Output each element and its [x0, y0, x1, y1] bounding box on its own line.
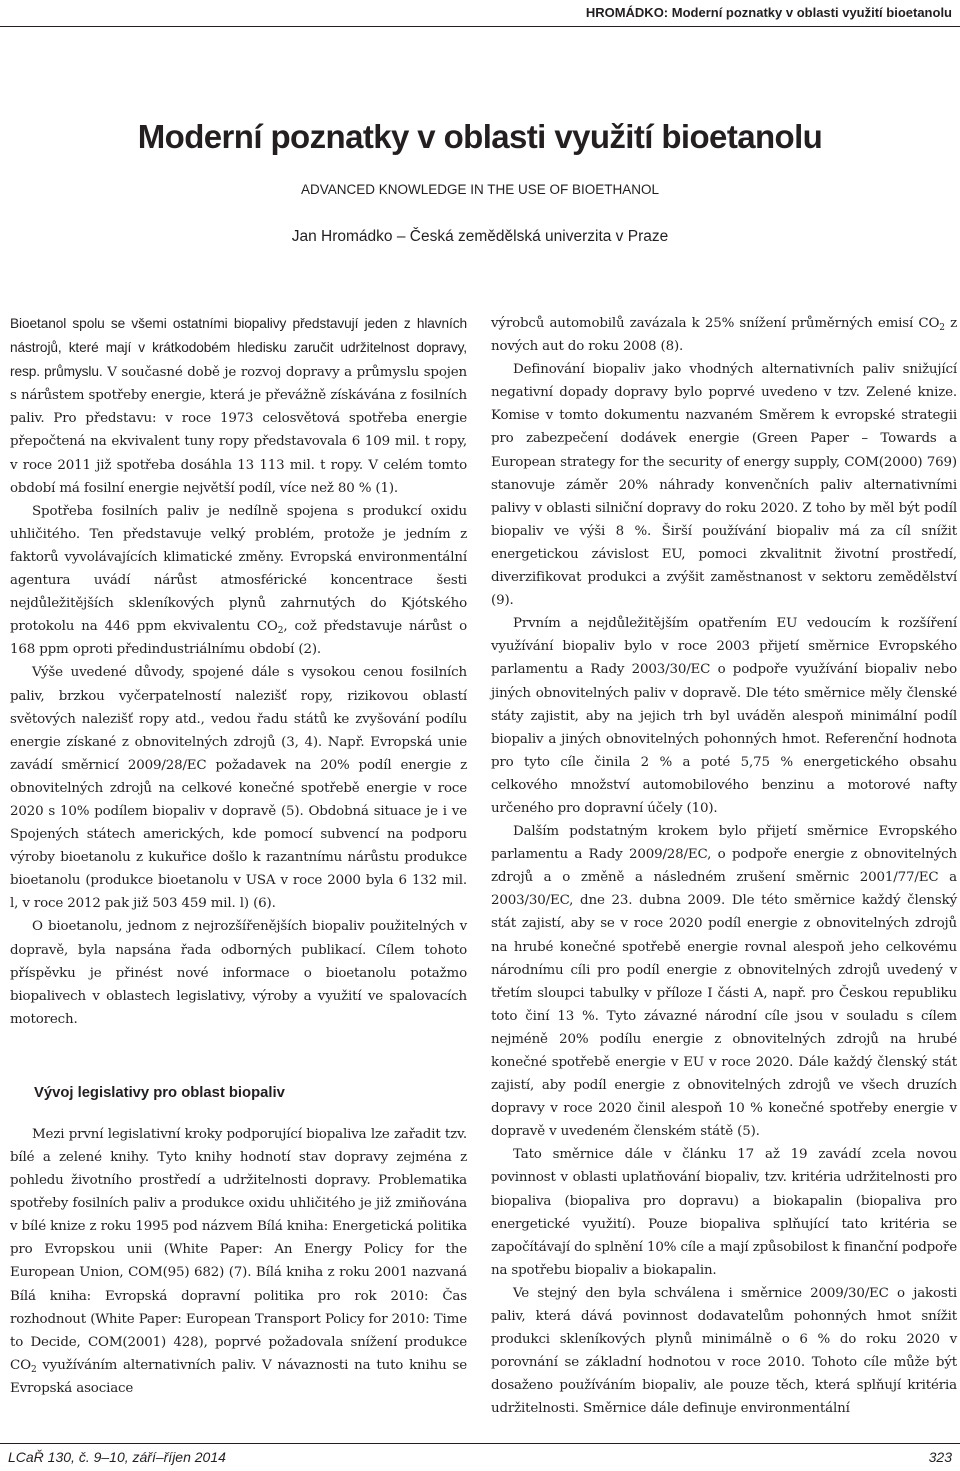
- section-heading: Vývoj legislativy pro oblast biopaliv: [34, 1084, 285, 1101]
- body-paragraph-3: Výše uvedené důvody, spojené dále s vysokou cenou fosilních paliv, brzkou vyčerpatelností nalezišť ropy, rizikovou oblastí světových nalezišť ropy atd., vedou řadu států ke zvyšování podílu energie získané z obnovitelných zdrojů (3, 4). Např. Evropská unie zavádí směrnicí 2009/28/EC požadavek na 20% podíl energie z obnovitelných zdrojů na celkové konečné spotřebě energie v roce 2020 s 10% podílem biopaliv v dopravě (5). Obdobná situace je i ve Spojených státech amerických, kde pomocí subvencí na podporu výroby bioetanolu z kukuřice došlo k razantnímu nárůstu produkce bioetanolu (produkce bioetanolu v USA v roce 2000 byla 6 132 mil. l, v roce 2012 pak již 503 459 mil. l) (6).: [10, 665, 467, 912]
- footer-rule: [0, 1443, 960, 1444]
- paragraph-text: z nových aut do roku 2008 (8).: [491, 316, 957, 355]
- body-paragraph-r5: Tato směrnice dále v článku 17 až 19 zavádí zcela novou povinnost v oblasti uplatňování biopaliv, tzv. kritéria udržitelnosti pro biopaliva (biopaliva pro dopravu) a biokapalin (biopaliva pro energetické využití). Pouze biopaliva splňující tato kritéria se započítávají do splnění 10% cíle a mají způsobilost k finanční podpoře na spotřebu biopaliv a biokapalin.: [491, 1147, 957, 1278]
- body-paragraph-1: Pro představu: v roce 1973 celosvětová spotřeba energie přepočtená na ekvivalent tuny ropy představovala 6 109 mil. t ropy, v roce 2011 již spotřeba dosáhla 13 113 mil. t ropy. V celém tomto období má fosilní energie největší podíl, více než 80 % (1).: [10, 411, 467, 496]
- running-head: HROMÁDKO: Moderní poznatky v oblasti využití bioetanolu: [585, 5, 952, 20]
- subscript-2: 2: [277, 626, 284, 637]
- body-paragraph-r4: Dalším podstatným krokem bylo přijetí směrnice Evropského parlamentu a Rady 2009/28/EC, o podpoře energie z obnovitelných zdrojů a o změně a následném zrušení směrnic 2001/77/EC a 2003/30/EC, dne 23. dubna 2009. Dle této směrnice každý členský stát zajistí, aby se v roce 2020 podíl energie z obnovitelných zdrojů na hrubé konečné spotřebě energie rovnal alespoň jeho celkovému národnímu cíli pro podíl energie z obnovitelných zdrojů uvedený v třetím sloupci tabulky v příloze I části A, např. pro Českou republiku toto činí 13 %. Tyto závazné národní cíle jsou v souladu s cílem nejméně 20% podílu energie z obnovitelných zdrojů na hrubé konečné spotřebě energie v EU v roce 2020. Dále každý členský stát zajistí, aby podíl energie z obnovitelných zdrojů ve všech druzích dopravy v roce 2020 činil alespoň 10 % konečné spotřeby energie v dopravě v uvedeném členském státě (5).: [491, 824, 957, 1140]
- subscript-2: 2: [30, 1364, 37, 1375]
- body-paragraph-r2: Definování biopaliv jako vhodných alternativních paliv snižující negativní dopady dopravy bylo poprvé uvedeno v tzv. Zelené knize. Komise v tomto dokumentu nazvaném Směrem k evropské strategii pro zabezpečení dodávek energie (Green Paper – Towards a European strategy for the security of energy supply, COM(2000) 769) stanovuje záměr 20% náhrady konvenčních paliv alternativními palivy v oblasti silniční dopravy do roku 2020. Z toho by měl být podíl biopaliv ve výši 8 %. Širší používání biopaliv má za cíl snížit energetickou závislost EU, pomoci zkvalitnit životní prostředí, diverzifikovat produkci a zvýšit zaměstnanost v sektoru zemědělství (9).: [491, 362, 957, 609]
- body-paragraph-5: [10, 1123, 467, 1400]
- left-column: [10, 312, 467, 1400]
- page-footer: [8, 1449, 952, 1469]
- author-affiliation: Jan Hromádko – Česká zemědělská univerzita v Praze: [291, 228, 669, 245]
- paragraph-text: Mezi první legislativní kroky podporující biopaliva lze zařadit tzv. bílé a zelené knihy. Tyto knihy hodnotí stav dopravy zejména z pohledu životního prostředí a udržitelnosti dopravy. Problematika spotřeby fosilních paliv a produkce oxidu uhličitého je již zmiňována v bílé knize z roku 1995 pod názvem Bílá kniha: Energetická politika pro Evropskou unii (White Paper: An Energy Policy for the European Union, COM(95) 682) (7). Bílá kniha z roku 2001 nazvaná Bílá kniha: Evropská dopravní politika pro rok 2010: Čas rozhodnout (White Paper: European Transport Policy for 2010: Time to Decide, COM(2001) 428), poprvé požadovala snížení produkce CO: [10, 1126, 467, 1373]
- paragraph-text: využíváním alternativních paliv. V návaznosti na tuto knihu se Evropská asociace: [10, 1357, 467, 1396]
- paragraph-text: Spotřeba fosilních paliv je nedílně spojena s produkcí oxidu uhličitého. Ten představuje velký problém, protože je jedním z faktorů vyvolávajících klimatické změny. Evropská environmentální agentura uvádí nárůst atmosférické koncentrace šesti nejdůležitějších skleníkových plynů zahrnutých do Kjótského protokolu na 446 ppm ekvivalentu CO: [10, 503, 467, 635]
- body-paragraph-4: O bioetanolu, jednom z nejrozšířenějších biopaliv použitelných v dopravě, byla napsána řada odborných publikací. Cílem tohoto příspěvku je přinést nové informace o bioetanolu potažmo biopalivech v oblastech legislativy, výroby a využití ve spalovacích motorech.: [10, 919, 467, 1027]
- paragraph-text: výrobců automobilů zavázala k 25% snížení průměrných emisí CO: [491, 316, 940, 331]
- abstract-paragraph: [10, 312, 467, 500]
- body-paragraph-r6: Ve stejný den byla schválena i směrnice 2009/30/EC o jakosti paliv, která dává povinnost dodavatelům pohonných hmot snížit produkci skleníkových plynů minimálně o 6 % do roku 2020 v porovnání se základní hodnotou v roce 2010. Tohoto cíle může být dosaženo používáním biopaliv, ale pouze těch, která splňují kritéria udržitelnosti. Směrnice dále definuje environmentální: [491, 1285, 957, 1417]
- article-subtitle: ADVANCED KNOWLEDGE IN THE USE OF BIOETHANOL: [300, 182, 660, 197]
- body-paragraph-r3: Prvním a nejdůležitějším opatřením EU vedoucím k rozšíření využívání biopaliv bylo v roce 2003 přijetí směrnice Evropského parlamentu a Rady 2003/30/EC o podpoře využívání biopaliv nebo jiných obnovitelných paliv v dopravě. Dle této směrnice měly členské státy zajistit, aby na jejich trh byl uváděn alespoň minimální podíl biopaliv a jiných obnovitelných pohonných hmot. Referenční hodnota pro tyto cíle činila 2 % a poté 5,75 % energetického obsahu celkového množství automobilového benzinu a motorové nafty určeného pro dopravní účely (10).: [491, 616, 957, 816]
- abstract-continuation: V současné době je rozvoj dopravy a průmyslu spojen s nárůstem spotřeby energie, která je převážně získávána z fosilních paliv.: [10, 365, 467, 427]
- article-title: Moderní poznatky v oblasti využití bioetanolu: [137, 118, 823, 155]
- subscript-2: 2: [939, 323, 945, 333]
- right-column: [491, 312, 957, 1421]
- paragraph-text: , což představuje nárůst o 168 ppm oproti předindustriálnímu období (2).: [10, 619, 467, 658]
- abstract-text: Bioetanol spolu se všemi ostatními biopalivy představují jeden z hlavních nástrojů, které mají v krátkodobém hledisku zaručit udržitelnost dopravy, resp. průmyslu.: [10, 316, 467, 380]
- header-rule: [0, 26, 960, 27]
- page-number: 323: [928, 1449, 952, 1465]
- body-paragraph-r1: [491, 312, 957, 358]
- journal-citation: LCaŘ 130, č. 9–10, září–říjen 2014: [8, 1449, 226, 1465]
- body-paragraph-2: [10, 500, 467, 662]
